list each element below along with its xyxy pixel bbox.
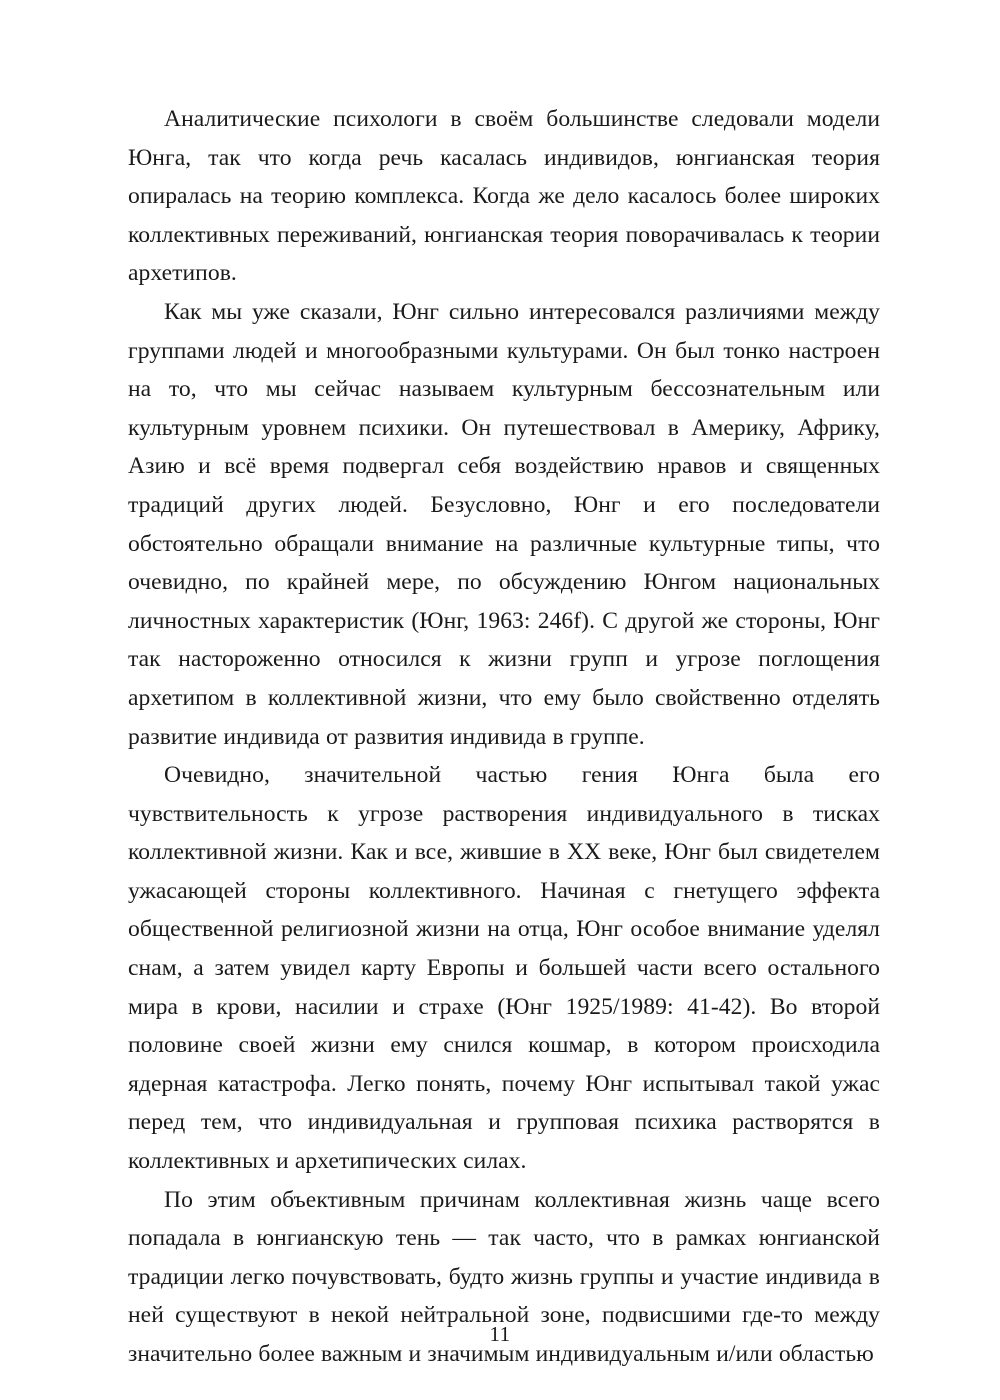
body-text-column — [128, 100, 880, 1374]
body-paragraph: Очевидно, значительной частью гения Юнга была его чувствительность к угрозе растворения индивидуального в тисках коллективной жизни. Как и все, жившие в XX веке, Юнг был свидетелем ужасающей стороны коллективного. Начиная с гнетущего эффекта общественной религиозной жизни на отца, Юнг особое внимание уделял снам, а затем увидел карту Европы и большей части всего остального мира в крови, насилии и страхе (Юнг 1925/1989: 41-42). Во второй половине своей жизни ему снился кошмар, в котором происходила ядерная катастрофа. Легко понять, почему Юнг испытывал такой ужас перед тем, что индивидуальная и групповая психика растворятся в коллективных и архетипических силах. — [128, 762, 880, 1175]
body-paragraph: Как мы уже сказали, Юнг сильно интересовался различиями между группами людей и многообразными культурами. Он был тонко настроен на то, что мы сейчас называем культурным бессознательным или культурным уровнем психики. Он путешествовал в Америку, Африку, Азию и всё время подвергал себя воздействию нравов и священных традиций других людей. Безусловно, Юнг и его последователи обстоятельно обращали внимание на различные культурные типы, что очевидно, по крайней мере, по обсуждению Юнгом национальных личностных характеристик (Юнг, 1963: 246f). С другой же стороны, Юнг так настороженно относился к жизни групп и угрозе поглощения архетипом в коллективной жизни, что ему было свойственно отделять развитие индивида от развития индивида в группе. — [128, 298, 880, 750]
page-number: 11 — [489, 1322, 511, 1346]
body-paragraph: По этим объективным причинам коллективная жизнь чаще всего попадала в юнгианскую тень — так часто, что в рамках юнгианской традиции легко почувствовать, будто жизнь группы и участие индивида в ней существуют в некой нейтральной зоне, подвисшими где-то между значительно более важным и значимым индивидуальным и/или областью — [128, 1186, 880, 1367]
body-paragraph: Аналитические психологи в своём большинстве следовали модели Юнга, так что когда речь касалась индивидов, юнгианская теория опиралась на теорию комплекса. Когда же дело касалось более широких коллективных переживаний, юнгианская теория поворачивалась к теории архетипов. — [128, 106, 880, 287]
